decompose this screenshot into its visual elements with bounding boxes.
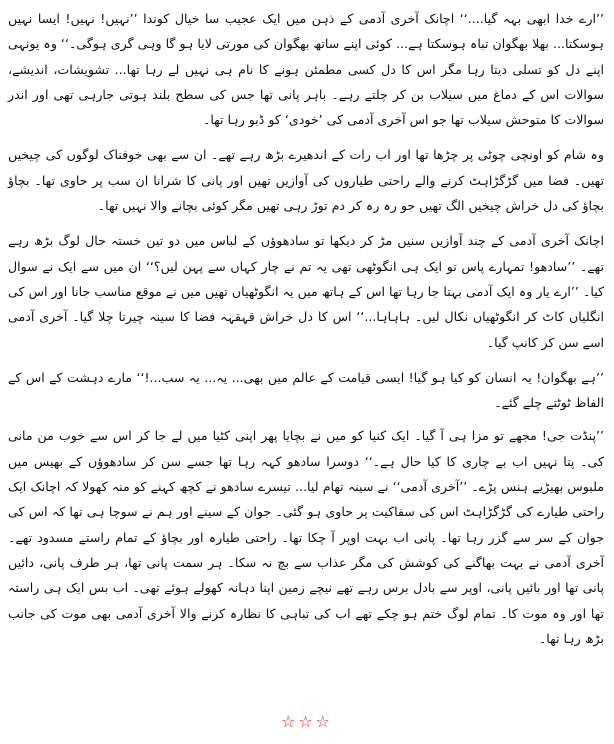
paragraph-5: ’’پنڈت جی! مجھے تو مزا ہی آ گیا۔ ایک کنیا کو میں نے بچایا پھر اپنی کٹیا میں لے جا کر اس سے خوب من مانی کی۔ پتا نہیں اب بے چاری کا کیا حال ہے۔‘‘ دوسرا سادھو کہہ رہا تھا جسے سن کر سادھوؤں کے بھیس میں ملبوس بھیڑیے ہنس پڑے۔ ’’آخری آدمی‘‘ نے سینہ تھام لیا... تیسرے سادھو نے کچھ کہنے کو منہ کھولا کہ اچانک ایک راحتی طیارے کی گڑگڑاہٹ اس کی سفاکیت پر حاوی ہو گئی۔ جوان کے سینے اور ہم نے سوچا ہی تھا کہ اس کی جوان کے سر سے گزر رہا تھا۔ پانی اب بہت اوپر آ چکا تھا۔ راحتی طیارہ اور بچاؤ کے تمام راستے مسدود تھے۔ آخری آدمی نے بہت بھاگنے کی کوشش کی مگر عذاب سے بچ نہ سکا۔ ہر سمت پانی تھا، ہر طرف پانی، دائیں پانی تھا اور بائیں پانی، اوپر سے بادل برس رہے تھے نیچے زمین اپنا دہانہ کھولے ہوئے تھی۔ اب بس ایک ہی راستہ تھا اور وہ موت کا۔ تمام لوگ ختم ہو چکے تھے اب کی تباہی کا نظارہ کرنے والا آخری آدمی بھی موت کی جانب بڑھ رہا تھا۔: [8, 428, 604, 646]
story-text: [8, 6, 604, 651]
paragraph-2: وہ شام کو اونچی چوٹی پر چڑھا تھا اور اب رات کے اندھیرے بڑھ رہے تھے۔ ان سے بھی خوفناک لوگوں کی چیخیں تھیں۔ فضا میں گڑگڑاہٹ کرنے والے راحتی طیاروں کی آوازیں تھیں اور پانی کا شرانا ان سب پر حاوی تھا۔ بچاؤ بچاؤ کی دل خراش چیخیں الگ تھیں جو رہ رہ کر دم توڑ رہی تھیں مگر کوئی بچانے والا نہیں تھا۔: [8, 147, 604, 214]
end-stars-ornament: ☆☆☆: [280, 712, 334, 731]
paragraph-1: ’’ارے خدا ابھی بہہ گیا....‘‘ اچانک آخری آدمی کے ذہن میں ایک عجیب سا خیال کوندا ’’نہیں! نہیں! ایسا نہیں ہوسکتا... بھلا بھگوان تباہ ہوسکتا ہے... کوئی اپنے ساتھ بھگوان کی مورتی لایا ہو گا وہی گری ہوگی۔‘‘ وہ یونہی اپنے دل کو تسلی دیتا رہا مگر اس کا دل کسی مطمئن ہونے کا نام ہی نہیں لے رہا تھا... تشویشات، اندیشے، سوالات اس کے دماغ میں سیلاب بن کر چلتے رہے۔ باہر پانی تھا جس کی سطح بلند ہوتی جارہی تھی اور اندر سوالات کا متوحش سیلاب تھا جو اس آخری آدمی کی ’خودی‘ کو ڈبو رہا تھا۔: [8, 11, 604, 128]
paragraph-4: ’’ہے بھگوان! یہ انسان کو کیا ہو گیا! ایسی قیامت کے عالم میں بھی... یہ... یہ سب...!‘‘ مارے دہشت کے اس کے الفاظ ٹوٹتے چلے گئے۔: [8, 369, 604, 411]
paragraph-3: اچانک آخری آدمی کے چند آوازیں سنیں مڑ کر دیکھا تو سادھوؤں کے لباس میں دو تین خستہ حال لوگ بڑھ رہے تھے۔ ’’سادھو! تمہارے پاس تو ایک ہی انگوٹھی تھی یہ تم نے چار کہاں سے پہن لیں؟‘‘ ان میں سے ایک نے سوال کیا۔ ’’ارے یار وہ ایک آدمی بہتا جا رہا تھا اس کے ہاتھ میں یہ انگوٹھیاں تھیں میں نے موقع مناسب جانا اور اس کی انگلیاں کاٹ کر انگوٹھیاں نکال لیں۔ ہاہاہا...‘‘ اس کا دل خراش قہقہہ فضا کا سینہ چیرتا چلا گیا۔ آخری آدمی اسے سن کر کانپ گیا۔: [8, 233, 604, 350]
